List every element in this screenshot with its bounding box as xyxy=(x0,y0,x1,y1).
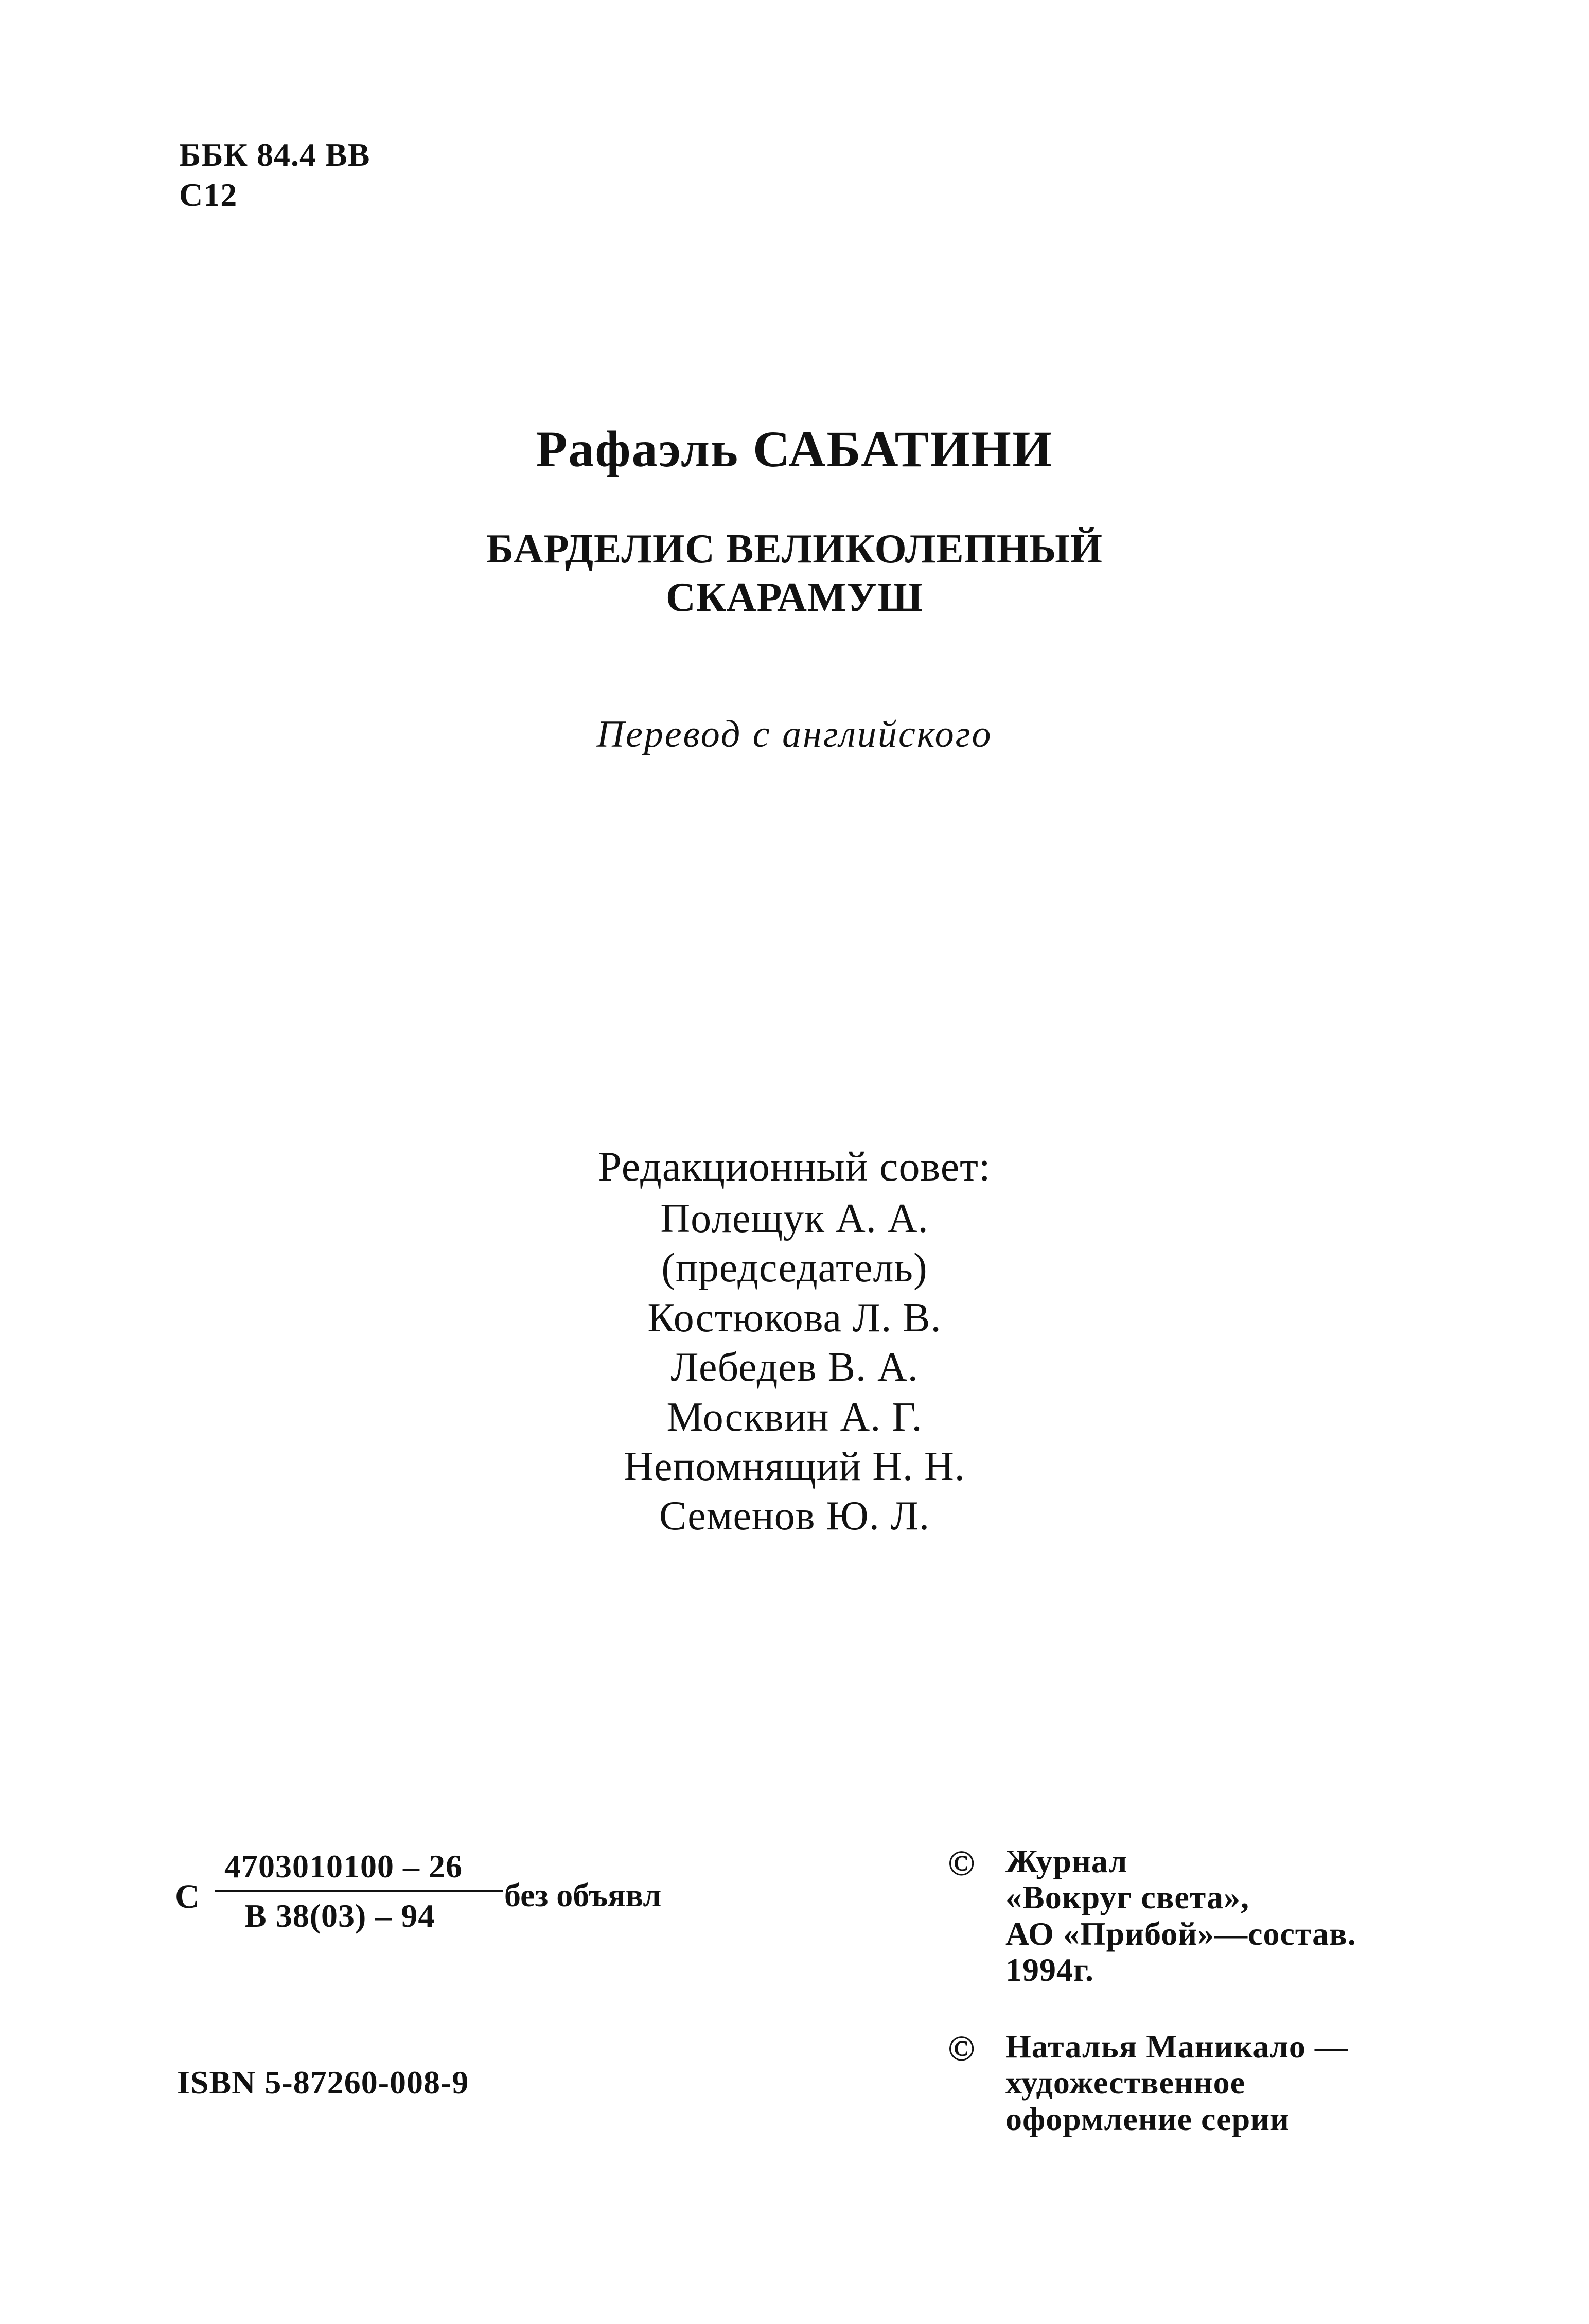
classification-block xyxy=(179,135,370,215)
editorial-board-heading: Редакционный совет: xyxy=(598,1143,991,1190)
editorial-board-list xyxy=(0,1194,1589,1541)
publication-code xyxy=(175,1847,741,1950)
publication-code-denominator: В 38(03) – 94 xyxy=(244,1897,435,1934)
author-code: С12 xyxy=(179,177,238,214)
publication-code-note: без объявл xyxy=(504,1877,662,1913)
copyright-icon: © xyxy=(948,2029,975,2069)
copyright-line: АО «Прибой»—состав. xyxy=(1005,1915,1356,1952)
isbn: ISBN 5-87260-008-9 xyxy=(177,2064,469,2101)
copyright-line: оформление серии xyxy=(1005,2100,1290,2137)
board-member-role: (председатель) xyxy=(661,1245,928,1291)
board-member: Непомнящий Н. Н. xyxy=(624,1443,965,1489)
board-member: Лебедев В. А. xyxy=(670,1345,919,1390)
copyright-text xyxy=(1005,1843,1356,1988)
copyright-line: Журнал xyxy=(1005,1843,1128,1879)
board-member: Костюкова Л. В. xyxy=(647,1295,942,1341)
book-title-1: БАРДЕЛИС ВЕЛИКОЛЕПНЫЙ xyxy=(486,526,1103,572)
copyright-line: 1994г. xyxy=(1005,1951,1094,1988)
copyright-text xyxy=(1005,2029,1348,2137)
book-titles xyxy=(0,525,1589,622)
bbk-code: ББК 84.4 ВВ xyxy=(179,136,370,173)
book-title-2: СКАРАМУШ xyxy=(665,575,924,621)
board-member: Москвин А. Г. xyxy=(666,1394,923,1440)
copyright-line: «Вокруг света», xyxy=(1005,1879,1249,1916)
translation-note: Перевод с английского xyxy=(596,713,993,755)
board-member: Полещук А. А. xyxy=(660,1196,929,1241)
publication-code-numerator: 4703010100 – 26 xyxy=(224,1848,463,1885)
copyright-line: художественное xyxy=(1005,2064,1246,2101)
copyright-icon: © xyxy=(948,1844,975,1883)
publication-code-letter: С xyxy=(175,1878,200,1915)
board-member: Семенов Ю. Л. xyxy=(659,1493,930,1539)
copyright-line: Наталья Маникало — xyxy=(1005,2028,1348,2065)
fraction-line xyxy=(215,1890,503,1892)
author-name: Рафаэль САБАТИНИ xyxy=(536,420,1053,478)
